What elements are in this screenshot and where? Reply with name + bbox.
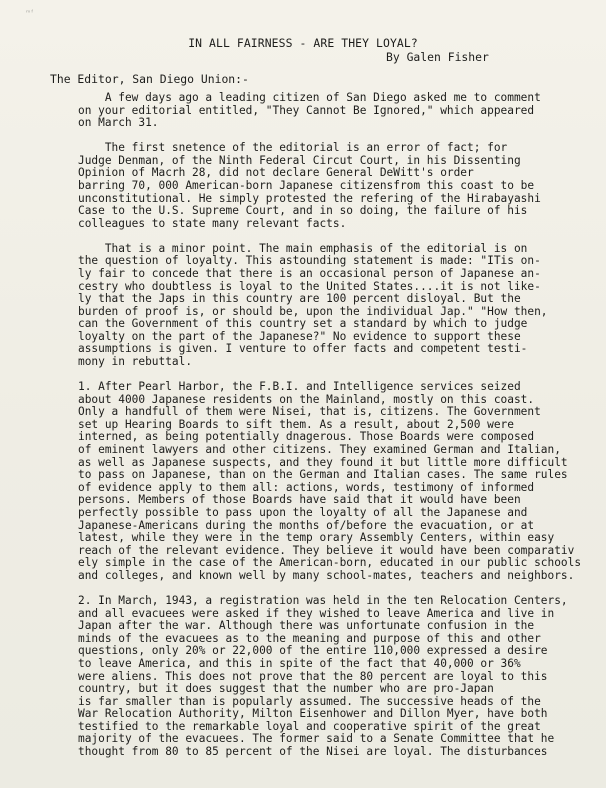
text-line: mony in rebuttal.	[78, 355, 193, 369]
text-line: That is a minor point. The main emphasis of the editorial is on	[78, 241, 528, 255]
text-line: to pass on Japanese, than on the German and Italian cases. The same rules	[78, 468, 568, 482]
text-line: ly fair to concede that there is an occasional person of Japanese an-	[78, 266, 541, 280]
text-line: burden of proof is, or should be, upon the individual Jap." "How then,	[78, 304, 548, 318]
text-line: of evidence apply to them all: actions, words, testimony of informed	[78, 480, 535, 494]
text-line: reach of the relevant evidence. They believe it would have been comparativ	[78, 543, 575, 557]
text-line: and colleges, and known well by many school-mates, teachers and neighbors.	[78, 568, 575, 582]
text-line: Only a handfull of them were Nisei, that is, citizens. The Government	[78, 405, 541, 419]
text-line: the question of loyalty. This astounding statement is made: "ITis on-	[78, 254, 541, 268]
paragraph	[78, 595, 598, 759]
salutation: The Editor, San Diego Union:-	[50, 72, 249, 86]
text-line: majority of the evacuees. The former said to a Senate Committee that he	[78, 732, 555, 746]
text-line: as well as Japanese suspects, and they found it but little more difficult	[78, 455, 568, 469]
text-line: and all evacuees were asked if they wished to leave America and live in	[78, 606, 555, 620]
text-line: interned, as being potentially dnagerous. Those Boards were composed	[78, 430, 535, 444]
letter-title: IN ALL FAIRNESS - ARE THEY LOYAL?	[188, 36, 418, 50]
text-line: The first snetence of the editorial is an error of fact; for	[78, 141, 508, 155]
text-line: to leave America, and this in spite of the fact that 40,000 or 36%	[78, 656, 521, 670]
text-line: Japanese-Americans during the months of/before the evacuation, or at	[78, 518, 535, 532]
text-line: colleagues to state many relevant facts.	[78, 216, 347, 230]
text-line: barring 70, 000 American-born Japanese citizensfrom this coast to be	[78, 178, 535, 192]
text-line: unconstitutional. He simply protested the refering of the Hirabayashi	[78, 191, 541, 205]
text-line: persons. Members of those Boards have said that it would have been	[78, 493, 521, 507]
text-line: 2. In March, 1943, a registration was held in the ten Relocation Centers,	[78, 593, 568, 607]
text-line: Case to the U.S. Supreme Court, and in so doing, the failure of his	[78, 204, 528, 218]
text-line: assumptions is given. I venture to offer facts and competent testi-	[78, 342, 528, 356]
text-line: loyalty on the part of the Japanese?" No evidence to support these	[78, 329, 521, 343]
text-line: about 4000 Japanese residents on the Mainland, mostly on this coast.	[78, 392, 535, 406]
text-line: latest, while they were in the temp orary Assembly Centers, within easy	[78, 531, 555, 545]
text-line: ly that the Japs in this country are 100 percent disloyal. But the	[78, 292, 521, 306]
text-line: A few days ago a leading citizen of San Diego asked me to comment	[78, 91, 541, 104]
text-line: minds of the evacuees as to the meaning and purpose of this and other	[78, 631, 541, 645]
text-line: perfectly possible to pass upon the loyalty of all the Japanese and	[78, 505, 528, 519]
paragraph	[78, 381, 598, 583]
text-line: Judge Denman, of the Ninth Federal Circut Court, in his Dissenting	[78, 153, 521, 167]
text-line: set up Hearing Boards to sift them. As a result, about 2,500 were	[78, 417, 514, 431]
paragraph	[78, 243, 598, 369]
author-byline: By Galen Fisher	[386, 50, 489, 64]
text-line: can the Government of this country set a standard by which to judge	[78, 317, 528, 331]
text-line: of eminent lawyers and other citizens. They examined German and Italian,	[78, 443, 561, 457]
letter-body	[78, 92, 598, 759]
text-line: questions, only 20% or 22,000 of the entire 110,000 expressed a desire	[78, 644, 548, 658]
text-line: 1. After Pearl Harbor, the F.B.I. and Intelligence services seized	[78, 380, 521, 394]
text-line: on your editorial entitled, "They Cannot Be Ignored," which appeared	[78, 103, 535, 117]
text-line: country, but it does suggest that the number who are pro-Japan	[78, 682, 494, 696]
text-line: Japan after the war. Although there was unfortunate confusion in the	[78, 619, 535, 633]
text-line: is far smaller than is popularly assumed. The successive heads of the	[78, 694, 541, 708]
text-line: cestry who doubtless is loyal to the United States....it is not like-	[78, 279, 541, 293]
paragraph	[78, 142, 598, 230]
text-line: ely simple in the case of the American-born, educated in our public schools	[78, 556, 582, 570]
corner-mark: ᵐᶠ	[26, 9, 35, 17]
text-line: were aliens. This does not prove that the 80 percent are loyal to this	[78, 669, 548, 683]
text-line: on March 31.	[78, 116, 159, 130]
text-line: War Relocation Authority, Milton Eisenhower and Dillon Myer, have both	[78, 707, 548, 721]
paragraph	[78, 92, 598, 130]
text-line: testified to the remarkable loyal and cooperative spirit of the great	[78, 719, 541, 733]
text-line: Opinion of Macrh 28, did not declare General DeWitt's order	[78, 166, 474, 180]
text-line: thought from 80 to 85 percent of the Nisei are loyal. The disturbances	[78, 745, 548, 759]
